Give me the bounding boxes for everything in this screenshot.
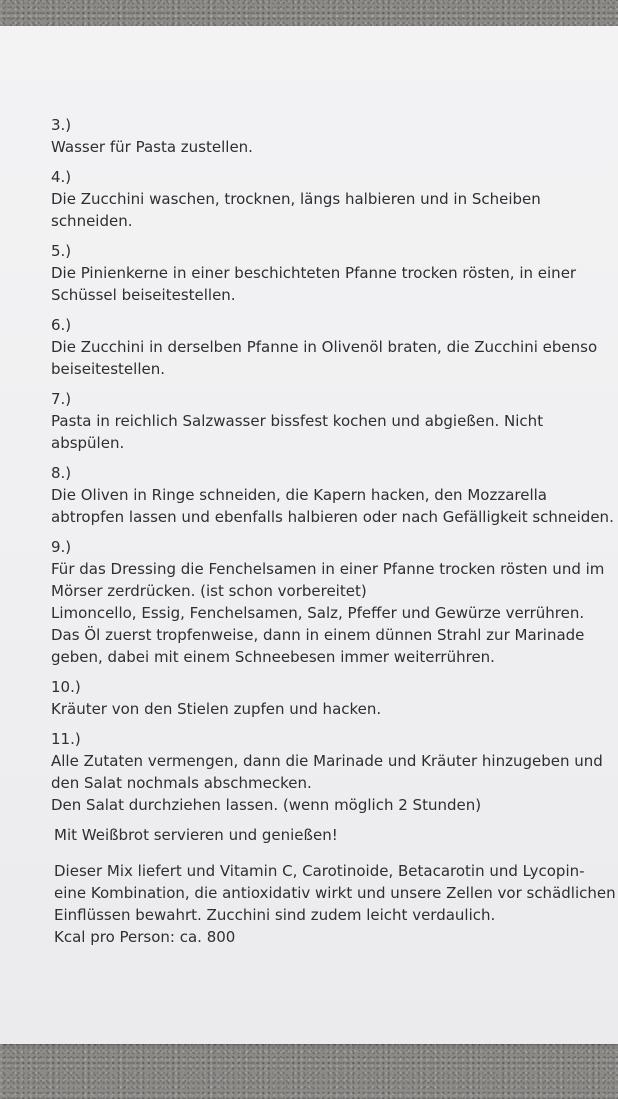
serving-note — [54, 824, 611, 846]
step-text: Schüssel beiseitestellen. — [51, 286, 236, 304]
step-text: Für das Dressing die Fenchelsamen in einer Pfanne trocken rösten und im — [51, 560, 605, 578]
step-text: Das Öl zuerst tropfenweise, dann in einem dünnen Strahl zur Marinade — [51, 626, 585, 644]
step-11 — [51, 728, 611, 816]
step-text: schneiden. — [51, 212, 133, 230]
step-number: 5.) — [51, 242, 72, 260]
step-number: 10.) — [51, 678, 81, 696]
step-text: abspülen. — [51, 434, 125, 452]
step-8 — [51, 462, 614, 528]
step-text: Wasser für Pasta zustellen. — [51, 138, 253, 156]
step-text: beiseitestellen. — [51, 360, 166, 378]
step-number: 8.) — [51, 464, 72, 482]
step-text: Die Zucchini in derselben Pfanne in Olivenöl braten, die Zucchini ebenso — [51, 338, 598, 356]
step-text: Die Zucchini waschen, trocknen, längs halbieren und in Scheiben — [51, 190, 541, 208]
step-4 — [51, 166, 611, 232]
step-number: 3.) — [51, 116, 72, 134]
step-text: Alle Zutaten vermengen, dann die Marinade und Kräuter hinzugeben und — [51, 752, 603, 770]
step-7 — [51, 388, 611, 454]
step-6 — [51, 314, 611, 380]
nutrition-notes — [54, 860, 616, 948]
step-3 — [51, 114, 611, 158]
step-5 — [51, 240, 611, 306]
step-9 — [51, 536, 611, 668]
step-number: 11.) — [51, 730, 81, 748]
step-number: 6.) — [51, 316, 72, 334]
serving-text: Mit Weißbrot servieren und genießen! — [54, 826, 338, 844]
step-text: Limoncello, Essig, Fenchelsamen, Salz, Pfeffer und Gewürze verrühren. — [51, 604, 585, 622]
recipe-instructions — [51, 114, 616, 962]
step-number: 7.) — [51, 390, 72, 408]
calories-line: Kcal pro Person: ca. 800 — [54, 928, 236, 946]
step-10 — [51, 676, 611, 720]
step-text: Mörser zerdrücken. (ist schon vorbereitet) — [51, 582, 367, 600]
notes-line: Einflüssen bewahrt. Zucchini sind zudem leicht verdaulich. — [54, 906, 496, 924]
step-text: Die Pinienkerne in einer beschichteten Pfanne trocken rösten, in einer — [51, 264, 577, 282]
paper-sheet — [0, 26, 618, 1044]
step-number: 9.) — [51, 538, 72, 556]
step-text: geben, dabei mit einem Schneebesen immer weiterrühren. — [51, 648, 495, 666]
notes-line: eine Kombination, die antioxidativ wirkt und unsere Zellen vor schädlichen — [54, 884, 616, 902]
notes-line: Dieser Mix liefert und Vitamin C, Carotinoide, Betacarotin und Lycopin- — [54, 862, 585, 880]
step-text: den Salat nochmals abschmecken. — [51, 774, 312, 792]
step-text: Kräuter von den Stielen zupfen und hacken. — [51, 700, 382, 718]
step-text: Pasta in reichlich Salzwasser bissfest kochen und abgießen. Nicht — [51, 412, 544, 430]
step-text: Den Salat durchziehen lassen. (wenn möglich 2 Stunden) — [51, 796, 482, 814]
step-text: Die Oliven in Ringe schneiden, die Kapern hacken, den Mozzarella — [51, 486, 547, 504]
step-number: 4.) — [51, 168, 72, 186]
step-text: abtropfen lassen und ebenfalls halbieren oder nach Gefälligkeit schneiden. — [51, 508, 614, 526]
